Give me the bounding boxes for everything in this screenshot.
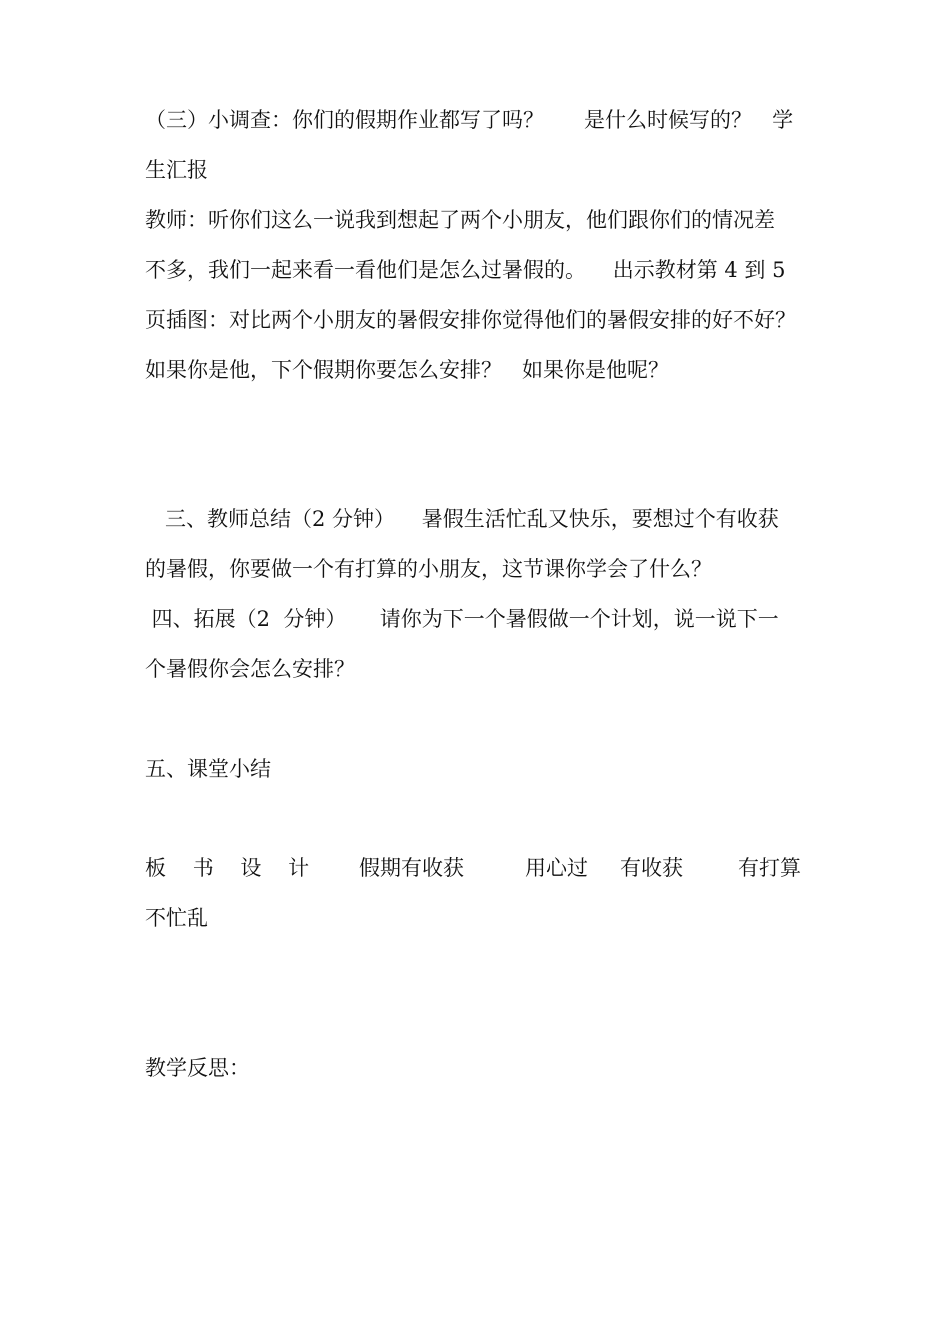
extension-line-1: 四、拓展（2 分钟） 请你为下一个暑假做一个计划，说一说下一 — [145, 607, 779, 631]
teacher-summary-line-2: 的暑假，你要做一个有打算的小朋友，这节课你学会了什么？ — [145, 557, 712, 581]
board-item-gain: 有收获 — [620, 856, 683, 880]
teacher-summary-line-1: 三、教师总结（2 分钟） 暑假生活忙乱又快乐，要想过个有收获 — [145, 507, 779, 531]
survey-line-4: 不多，我们一起来看一看他们是怎么过暑假的。 出示教材第 4 到 5 — [145, 258, 786, 282]
survey-line-3: 教师：听你们这么一说我到想起了两个小朋友，他们跟你们的情况差 — [145, 208, 775, 232]
board-item-plan: 有打算 — [738, 856, 801, 880]
board-item-careful: 用心过 — [525, 856, 588, 880]
survey-line-2: 生汇报 — [145, 158, 208, 182]
board-item-not-busy: 不忙乱 — [145, 906, 208, 930]
survey-line-5: 页插图：对比两个小朋友的暑假安排你觉得他们的暑假安排的好不好？ — [145, 308, 796, 332]
board-design-label: 板 书 设 计 — [145, 856, 310, 880]
extension-line-2: 个暑假你会怎么安排？ — [145, 657, 355, 681]
survey-line-1: （三）小调查：你们的假期作业都写了吗？ 是什么时候写的？ 学 — [145, 108, 794, 132]
class-summary-heading: 五、课堂小结 — [145, 757, 271, 781]
board-item-holiday-gain: 假期有收获 — [359, 856, 464, 880]
teaching-reflection-heading: 教学反思： — [145, 1056, 250, 1080]
survey-line-6: 如果你是他，下个假期你要怎么安排？ 如果你是他呢？ — [145, 358, 670, 382]
